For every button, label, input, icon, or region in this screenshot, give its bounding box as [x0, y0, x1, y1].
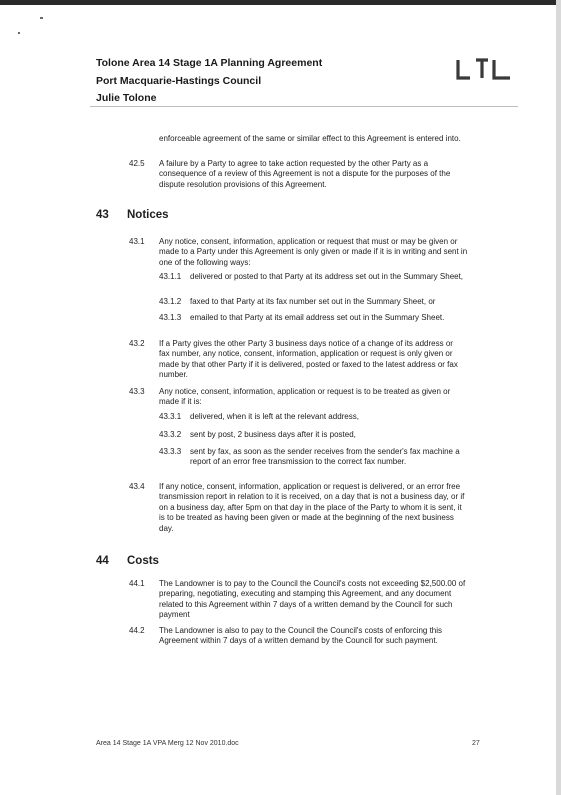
clause-text: The Landowner is to pay to the Council the Council's costs not exceeding $2,500.00 of preparing, negotiating, executing and stamping this Agreement, and any document related to this Agreement within 7 days of a written demand by the Council for such payment [159, 579, 466, 620]
subclause-text: sent by post, 2 business days after it is posted, [190, 430, 356, 439]
clause-text: If a Party gives the other Party 3 business days notice of a change of its address or fax number, any notice, consent, information, application or request is only given or made by that other Party if it is delivered, posted or faxed to the latest address or fax number. [159, 339, 458, 380]
header-title: Tolone Area 14 Stage 1A Planning Agreement [96, 57, 323, 69]
clause-text: Any notice, consent, information, application or request that must or may be given or made to a Party under this Agreement is only given or made if it is in writing and sent in one of the following ways: [159, 237, 468, 267]
section-number: 43 [96, 209, 109, 221]
subclause-number: 43.1.2 [159, 297, 182, 306]
document-header [96, 55, 322, 108]
section-title: Notices [127, 209, 169, 221]
header-party: Julie Tolone [96, 92, 157, 104]
footer-page-number: 27 [472, 740, 480, 747]
clause-text: The Landowner is also to pay to the Council the Council's costs of enforcing this Agreement within 7 days of a written demand by the Council for such payment. [159, 626, 443, 646]
scan-right-edge [556, 0, 561, 795]
section-number: 44 [96, 555, 109, 567]
subclause-number: 43.3.3 [159, 447, 182, 456]
clause-text: A failure by a Party to agree to take action requested by the other Party as a consequence of a review of this Agreement is not a dispute for the purposes of the dispute resolution provisions of this Agreement. [159, 159, 451, 189]
subclause-number: 43.3.2 [159, 430, 182, 439]
subclause-text: emailed to that Party at its email address set out in the Summary Sheet. [190, 313, 445, 322]
section-title: Costs [127, 555, 159, 567]
subclause-text: delivered, when it is left at the relevant address, [190, 412, 359, 421]
clause-number: 43.2 [129, 339, 145, 348]
subclause-number: 43.3.1 [159, 412, 182, 421]
clause-text: If any notice, consent, information, application or request is delivered, or an error free transmission report in relation to it is received, on a day that is not a business day, or if on a business day, after 5pm on that day in the place of the Party to whom it is sent, it is to be treated as having been given or made at the beginning of the next business day. [159, 482, 465, 533]
clause-number: 43.1 [129, 237, 145, 246]
subclause-text: faxed to that Party at its fax number set out in the Summary Sheet, or [190, 297, 436, 306]
subclause-text: sent by fax, as soon as the sender receives from the sender's fax machine a report of an error free transmission to the correct fax number. [190, 447, 460, 467]
clause-number: 43.4 [129, 482, 145, 491]
header-council: Port Macquarie-Hastings Council [96, 74, 262, 87]
scan-mark [40, 17, 43, 19]
clause-number: 44.2 [129, 626, 145, 635]
subclause-text: delivered or posted to that Party at its address set out in the Summary Sheet, [190, 272, 464, 281]
scan-top-edge [0, 0, 561, 5]
clause-text: Any notice, consent, information, application or request is to be treated as given or made if it is: [159, 387, 451, 407]
clause-number: 44.1 [129, 579, 145, 588]
clause-number: 42.5 [129, 159, 145, 168]
header-divider [90, 106, 518, 107]
clause-number: 43.3 [129, 387, 145, 396]
clause-continuation: enforceable agreement of the same or similar effect to this Agreement is entered into. [159, 134, 461, 143]
subclause-number: 43.1.3 [159, 313, 182, 322]
subclause-number: 43.1.1 [159, 272, 182, 281]
scan-mark [18, 32, 20, 34]
firm-logo [456, 58, 514, 80]
footer-document-name: Area 14 Stage 1A VPA Merg 12 Nov 2010.doc [96, 740, 239, 747]
